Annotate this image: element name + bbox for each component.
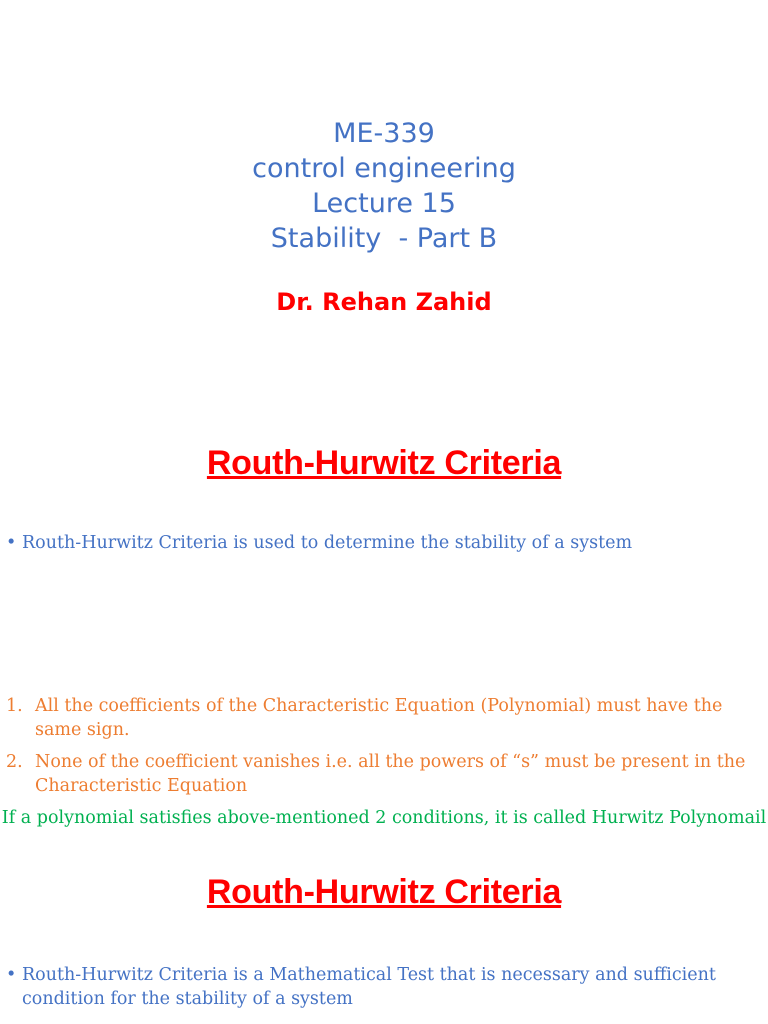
- condition-item-2: [6, 750, 762, 798]
- bullet-dot-icon: •: [6, 965, 17, 985]
- section1-bullet: [6, 531, 762, 555]
- condition-number: 1.: [6, 696, 23, 716]
- section1-heading: Routh-Hurwitz Criteria: [206, 444, 562, 482]
- condition-number: 2.: [6, 752, 23, 772]
- course-name: control engineering: [252, 153, 516, 184]
- section2-bullet-text: Routh-Hurwitz Criteria is a Mathematical Test that is necessary and sufficient condition for the stability of a system: [22, 965, 716, 1009]
- lecture-title: [0, 116, 768, 256]
- author-name: Dr. Rehan Zahid: [276, 288, 492, 316]
- lecture-topic: Stability - Part B: [270, 223, 498, 254]
- condition-text: None of the coefficient vanishes i.e. all the powers of “s” must be present in the Characteristic Equation: [35, 752, 746, 796]
- section2-heading: Routh-Hurwitz Criteria: [206, 873, 562, 911]
- hurwitz-note: If a polynomial satisfies above-mentioned 2 conditions, it is called Hurwitz Polynomail: [1, 808, 767, 828]
- section2-bullet: [6, 963, 762, 1011]
- section1-bullet-text: Routh-Hurwitz Criteria is used to determine the stability of a system: [22, 533, 633, 553]
- condition-text: All the coefficients of the Characteristic Equation (Polynomial) must have the same sign.: [35, 696, 723, 740]
- bullet-dot-icon: •: [6, 533, 17, 553]
- course-code: ME-339: [333, 118, 435, 149]
- lecture-number: Lecture 15: [312, 188, 456, 219]
- condition-item-1: [6, 694, 762, 742]
